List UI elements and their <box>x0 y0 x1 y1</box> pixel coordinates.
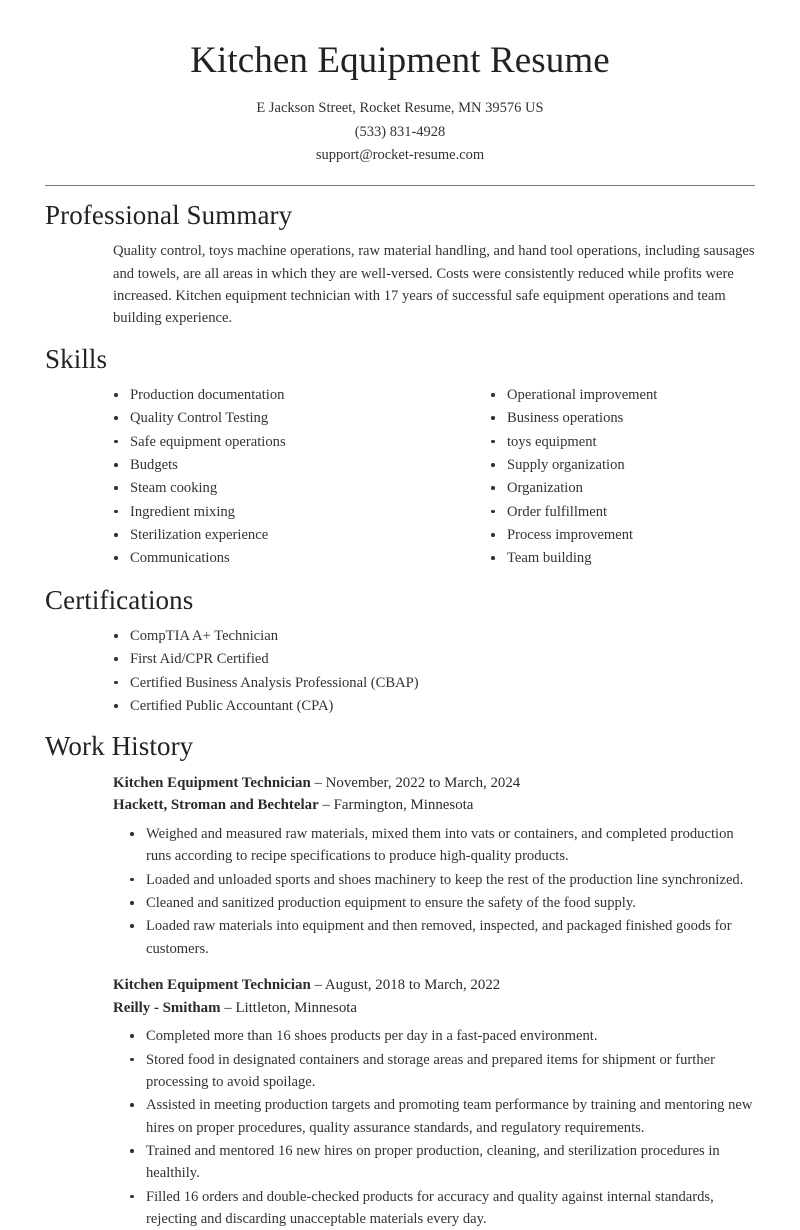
skills-columns <box>45 384 755 571</box>
job-bullets <box>45 1025 755 1230</box>
job-company-line <box>113 997 755 1020</box>
skill-item: Team building <box>490 547 755 569</box>
skill-item: Steam cooking <box>113 477 434 499</box>
skills-list-right <box>490 384 755 570</box>
resume-header <box>45 40 755 186</box>
skill-item: Ingredient mixing <box>113 501 434 523</box>
job-bullet-item: Assisted in meeting production targets and promoting team performance by training and mentoring new hires on proper procedures, quality assurance standards, and regulatory requirements. <box>129 1094 755 1139</box>
skill-item: Operational improvement <box>490 384 755 406</box>
job-header <box>45 974 755 1019</box>
job-entry <box>45 974 755 1230</box>
job-separator: – <box>220 999 236 1016</box>
contact-block <box>45 97 755 167</box>
section-professional-summary <box>45 199 755 330</box>
job-separator: – <box>318 797 334 814</box>
contact-address: E Jackson Street, Rocket Resume, MN 39576 US <box>256 100 544 117</box>
job-location: Farmington, Minnesota <box>333 797 474 814</box>
job-header <box>45 772 755 817</box>
skill-item: Quality Control Testing <box>113 407 434 429</box>
job-bullet-item: Trained and mentored 16 new hires on proper production, cleaning, and sterilization procedures in healthily. <box>129 1140 755 1185</box>
skill-item: Production documentation <box>113 384 434 406</box>
header-divider <box>45 185 755 186</box>
job-company: Reilly - Smitham <box>113 999 221 1016</box>
certification-item: First Aid/CPR Certified <box>113 648 755 670</box>
professional-summary-text: Quality control, toys machine operations, raw material handling, and hand tool operations, including sausages and towels, are all areas in which they are well-versed. Costs were consistently reduced while profits were increased. Kitchen equipment technician with 17 years of successful safe equipment operations and team building experience. <box>113 243 755 327</box>
job-separator: – <box>310 976 325 993</box>
job-bullet-item: Loaded and unloaded sports and shoes machinery to keep the rest of the production line synchronized. <box>129 869 755 891</box>
job-dates: November, 2022 to March, 2024 <box>325 774 521 791</box>
job-title: Kitchen Equipment Technician <box>113 976 311 993</box>
job-entry <box>45 772 755 960</box>
skills-column-right <box>434 384 755 571</box>
section-certifications <box>45 584 755 718</box>
contact-phone: (533) 831-4928 <box>354 123 446 140</box>
certification-item: Certified Business Analysis Professional (CBAP) <box>113 672 755 694</box>
certification-item: Certified Public Accountant (CPA) <box>113 695 755 717</box>
skill-item: Supply organization <box>490 454 755 476</box>
job-bullet-item: Cleaned and sanitized production equipment to ensure the safety of the food supply. <box>129 892 755 914</box>
job-bullet-list <box>129 1025 755 1230</box>
job-title-line <box>113 772 755 795</box>
section-heading-skills: Skills <box>45 343 108 374</box>
job-title: Kitchen Equipment Technician <box>113 774 311 791</box>
professional-summary-body <box>45 240 755 329</box>
certifications-list <box>113 625 755 717</box>
skill-item: Order fulfillment <box>490 501 755 523</box>
skill-item: Organization <box>490 477 755 499</box>
section-work-history <box>45 730 755 1230</box>
job-bullet-item: Completed more than 16 shoes products per day in a fast-paced environment. <box>129 1025 755 1047</box>
job-company: Hackett, Stroman and Bechtelar <box>113 797 319 814</box>
skill-item: Budgets <box>113 454 434 476</box>
skill-item: Sterilization experience <box>113 524 434 546</box>
skill-item: toys equipment <box>490 431 755 453</box>
section-skills <box>45 343 755 571</box>
contact-email: support@rocket-resume.com <box>315 147 485 164</box>
skill-item: Communications <box>113 547 434 569</box>
job-title-line <box>113 974 755 997</box>
skills-column-left <box>113 384 434 571</box>
job-bullet-item: Stored food in designated containers and storage areas and prepared items for shipment or further processing to avoid spoilage. <box>129 1049 755 1094</box>
job-bullet-item: Loaded raw materials into equipment and then removed, inspected, and packaged finished goods for customers. <box>129 915 755 960</box>
skill-item: Process improvement <box>490 524 755 546</box>
job-location: Littleton, Minnesota <box>235 999 358 1016</box>
skill-item: Business operations <box>490 407 755 429</box>
skills-list-left <box>113 384 434 570</box>
work-history-body <box>45 772 755 1230</box>
job-bullet-list <box>129 823 755 960</box>
job-separator: – <box>310 774 326 791</box>
skill-item: Safe equipment operations <box>113 431 434 453</box>
section-heading-work-history: Work History <box>45 731 194 762</box>
job-bullets <box>45 823 755 960</box>
job-company-line <box>113 794 755 817</box>
job-bullet-item: Filled 16 orders and double-checked products for accuracy and quality against internal standards, rejecting and discarding unacceptable materials every day. <box>129 1186 755 1230</box>
job-bullet-item: Weighed and measured raw materials, mixed them into vats or containers, and completed production runs according to recipe specifications to produce high-quality products. <box>129 823 755 868</box>
certifications-body <box>45 625 755 717</box>
section-heading-certifications: Certifications <box>45 584 194 615</box>
section-heading-professional-summary: Professional Summary <box>45 199 293 230</box>
job-dates: August, 2018 to March, 2022 <box>324 976 501 993</box>
certification-item: CompTIA A+ Technician <box>113 625 755 647</box>
page-title: Kitchen Equipment Resume <box>190 40 610 81</box>
